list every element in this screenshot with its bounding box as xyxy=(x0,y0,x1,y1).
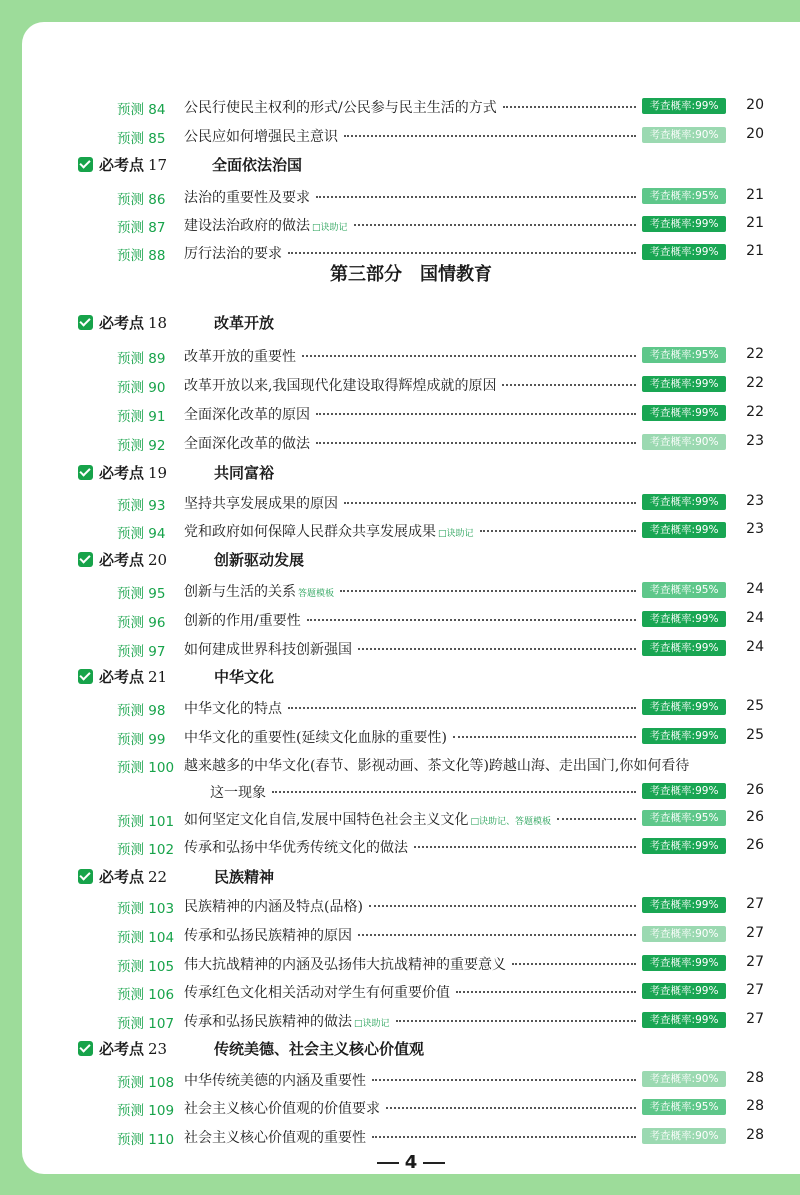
page-ref: 27 xyxy=(746,1011,764,1027)
entry-title-line xyxy=(184,982,640,1002)
toc-entry[interactable] xyxy=(22,210,800,238)
entry-title: 中华传统美德的内涵及重要性 xyxy=(184,1073,366,1089)
toc-entry[interactable] xyxy=(22,92,800,120)
memory-tag: □诀助记 xyxy=(312,223,348,233)
probability-badge: 考查概率:90% xyxy=(642,1071,726,1087)
entry-number: 预测 95 xyxy=(117,586,166,602)
page-ref: 27 xyxy=(746,925,764,941)
section-label-text: 必考点 xyxy=(99,551,145,569)
entry-title: 厉行法治的要求 xyxy=(184,246,282,262)
leader-dots xyxy=(503,105,636,108)
section-title: 中华文化 xyxy=(214,668,275,686)
footer-dash-left xyxy=(377,1162,399,1164)
leader-dots xyxy=(316,195,636,198)
entry-title: 全面深化改革的原因 xyxy=(184,407,310,423)
entry-title-line xyxy=(184,755,752,775)
entry-title: 传承和弘扬民族精神的做法 xyxy=(184,1014,352,1030)
page-ref: 28 xyxy=(746,1070,764,1086)
entry-number: 预测 108 xyxy=(117,1075,175,1091)
section-label xyxy=(99,1038,167,1059)
entry-title-continued: 这一现象 xyxy=(210,785,266,801)
entry-number: 预测 105 xyxy=(117,959,175,975)
entry-title: 改革开放的重要性 xyxy=(184,349,296,365)
leader-dots xyxy=(453,735,636,738)
leader-dots xyxy=(358,933,636,936)
checkbox-icon xyxy=(78,869,93,884)
section-label xyxy=(99,154,167,175)
section-number: 19 xyxy=(148,464,168,482)
entry-number: 预测 107 xyxy=(117,1016,175,1032)
toc-entry[interactable] xyxy=(22,428,800,456)
section-number: 21 xyxy=(148,668,168,686)
entry-number: 预测 98 xyxy=(117,703,166,719)
entry-title-line xyxy=(184,215,640,235)
toc-entry[interactable] xyxy=(22,634,800,662)
probability-badge: 考查概率:95% xyxy=(642,582,726,598)
entry-number: 预测 94 xyxy=(117,526,166,542)
footer-dash-right xyxy=(423,1162,445,1164)
page-ref: 21 xyxy=(746,243,764,259)
probability-badge: 考查概率:99% xyxy=(642,1012,726,1028)
toc-entry[interactable] xyxy=(22,722,800,750)
entry-title-line xyxy=(184,809,640,829)
section-number: 18 xyxy=(148,314,168,332)
leader-dots xyxy=(358,647,636,650)
page-ref: 23 xyxy=(746,493,764,509)
probability-badge: 考查概率:99% xyxy=(642,838,726,854)
probability-badge: 考查概率:99% xyxy=(642,376,726,392)
entry-title: 民族精神的内涵及特点(品格) xyxy=(184,899,363,915)
probability-badge: 考查概率:99% xyxy=(642,640,726,656)
entry-title: 中华文化的特点 xyxy=(184,701,282,717)
section-title: 民族精神 xyxy=(214,868,275,886)
probability-badge: 考查概率:99% xyxy=(642,522,726,538)
checkbox-icon xyxy=(78,465,93,480)
toc-entry[interactable] xyxy=(22,949,800,977)
section-title: 创新驱动发展 xyxy=(214,551,305,569)
probability-badge: 考查概率:99% xyxy=(642,98,726,114)
page-ref: 26 xyxy=(746,809,764,825)
leader-dots xyxy=(372,1078,636,1081)
entry-number: 预测 91 xyxy=(117,409,166,425)
entry-title-line xyxy=(184,375,640,395)
entry-number: 预测 104 xyxy=(117,930,175,946)
entry-title-line xyxy=(184,346,640,366)
section-title: 全面依法治国 xyxy=(212,156,303,174)
toc-entry[interactable] xyxy=(22,693,800,721)
entry-title-line xyxy=(184,433,640,453)
entry-number: 预测 90 xyxy=(117,380,166,396)
toc-entry[interactable] xyxy=(22,750,800,778)
entry-title: 传承和弘扬中华优秀传统文化的做法 xyxy=(184,840,408,856)
section-title: 改革开放 xyxy=(214,314,275,332)
leader-dots xyxy=(288,706,636,709)
section-header xyxy=(22,662,800,692)
checkbox-icon xyxy=(78,669,93,684)
section-header xyxy=(22,308,800,338)
probability-badge: 考查概率:95% xyxy=(642,1099,726,1115)
entry-number: 预测 92 xyxy=(117,438,166,454)
probability-badge: 考查概率:99% xyxy=(642,783,726,799)
page-ref: 26 xyxy=(746,782,764,798)
section-header xyxy=(22,862,800,892)
probability-badge: 考查概率:99% xyxy=(642,983,726,999)
leader-dots xyxy=(288,251,636,254)
leader-dots xyxy=(502,383,636,386)
entry-title: 社会主义核心价值观的价值要求 xyxy=(184,1101,380,1117)
entry-title: 如何坚定文化自信,发展中国特色社会主义文化 xyxy=(184,812,469,828)
leader-dots xyxy=(344,134,636,137)
entry-title-line xyxy=(184,639,640,659)
entry-title: 传承和弘扬民族精神的原因 xyxy=(184,928,352,944)
section-label-text: 必考点 xyxy=(99,868,145,886)
section-title: 传统美德、社会主义核心价值观 xyxy=(214,1040,425,1058)
entry-title-line xyxy=(184,837,640,857)
entry-title: 坚持共享发展成果的原因 xyxy=(184,496,338,512)
entry-number: 预测 110 xyxy=(117,1132,175,1148)
entry-number: 预测 84 xyxy=(117,102,166,118)
entry-number: 预测 88 xyxy=(117,248,166,264)
entry-title-line xyxy=(210,782,640,802)
page-ref: 20 xyxy=(746,97,764,113)
entry-title-line xyxy=(184,97,640,117)
entry-title-line xyxy=(184,187,640,207)
probability-badge: 考查概率:99% xyxy=(642,494,726,510)
page-ref: 27 xyxy=(746,954,764,970)
entry-title-line xyxy=(184,954,640,974)
leader-dots xyxy=(340,589,636,592)
leader-dots xyxy=(302,354,636,357)
toc-page xyxy=(22,22,800,1174)
section-label-text: 必考点 xyxy=(99,156,145,174)
page-footer xyxy=(22,1152,800,1173)
leader-dots xyxy=(369,904,636,907)
toc-entry[interactable] xyxy=(22,488,800,516)
section-number: 22 xyxy=(148,868,168,886)
toc-entry[interactable] xyxy=(22,1093,800,1121)
toc-entry[interactable] xyxy=(22,977,800,1005)
entry-title: 改革开放以来,我国现代化建设取得辉煌成就的原因 xyxy=(184,378,497,394)
leader-dots xyxy=(344,501,636,504)
page-ref: 23 xyxy=(746,433,764,449)
page-ref: 26 xyxy=(746,837,764,853)
entry-number: 预测 109 xyxy=(117,1103,175,1119)
leader-dots xyxy=(557,817,636,820)
toc-entry[interactable] xyxy=(22,605,800,633)
entry-number: 预测 96 xyxy=(117,615,166,631)
entry-number: 预测 93 xyxy=(117,498,166,514)
section-label xyxy=(99,866,167,887)
leader-dots xyxy=(386,1106,636,1109)
leader-dots xyxy=(272,790,636,793)
entry-title: 伟大抗战精神的内涵及弘扬伟大抗战精神的重要意义 xyxy=(184,957,506,973)
entry-title: 党和政府如何保障人民群众共享发展成果 xyxy=(184,524,436,540)
entry-title: 传承红色文化相关活动对学生有何重要价值 xyxy=(184,985,450,1001)
leader-dots xyxy=(316,412,636,415)
toc-entry[interactable] xyxy=(22,804,800,832)
probability-badge: 考查概率:95% xyxy=(642,347,726,363)
toc-entry[interactable] xyxy=(22,1006,800,1034)
leader-dots xyxy=(512,962,636,965)
section-header xyxy=(22,150,800,180)
checkbox-icon xyxy=(78,157,93,172)
page-number: 4 xyxy=(404,1152,418,1173)
leader-dots xyxy=(372,1135,636,1138)
page-ref: 27 xyxy=(746,982,764,998)
entry-number: 预测 89 xyxy=(117,351,166,367)
probability-badge: 考查概率:90% xyxy=(642,1128,726,1144)
toc-entry-continuation[interactable] xyxy=(22,777,800,805)
entry-number: 预测 100 xyxy=(117,760,175,776)
section-header xyxy=(22,1034,800,1064)
page-ref: 25 xyxy=(746,698,764,714)
entry-number: 预测 102 xyxy=(117,842,175,858)
memory-tag: □诀助记 xyxy=(438,529,474,539)
memory-tag: □诀助记 xyxy=(354,1019,390,1029)
toc-entry[interactable] xyxy=(22,1065,800,1093)
page-ref: 25 xyxy=(746,727,764,743)
toc-entry[interactable] xyxy=(22,516,800,544)
entry-title-line xyxy=(184,896,640,916)
section-label-text: 必考点 xyxy=(99,464,145,482)
section-number: 23 xyxy=(148,1040,168,1058)
probability-badge: 考查概率:99% xyxy=(642,244,726,260)
entry-title-line xyxy=(184,1070,640,1090)
section-number: 17 xyxy=(148,156,168,174)
entry-number: 预测 103 xyxy=(117,901,175,917)
entry-title: 创新的作用/重要性 xyxy=(184,613,301,629)
probability-badge: 考查概率:99% xyxy=(642,897,726,913)
entry-number: 预测 101 xyxy=(117,814,175,830)
checkbox-icon xyxy=(78,552,93,567)
page-ref: 24 xyxy=(746,639,764,655)
section-label xyxy=(99,549,167,570)
section-number: 20 xyxy=(148,551,168,569)
probability-badge: 考查概率:99% xyxy=(642,955,726,971)
probability-badge: 考查概率:99% xyxy=(642,699,726,715)
entry-title-line xyxy=(184,404,640,424)
memory-tag: □诀助记、答题模板 xyxy=(470,817,551,827)
page-ref: 22 xyxy=(746,404,764,420)
page-ref: 23 xyxy=(746,521,764,537)
page-ref: 22 xyxy=(746,346,764,362)
toc-entry[interactable] xyxy=(22,182,800,210)
leader-dots xyxy=(456,990,636,993)
toc-entry[interactable] xyxy=(22,920,800,948)
entry-title-line xyxy=(184,1127,640,1147)
probability-badge: 考查概率:99% xyxy=(642,611,726,627)
entry-title: 如何建成世界科技创新强国 xyxy=(184,642,352,658)
probability-badge: 考查概率:90% xyxy=(642,926,726,942)
page-ref: 20 xyxy=(746,126,764,142)
page-ref: 21 xyxy=(746,215,764,231)
probability-badge: 考查概率:90% xyxy=(642,434,726,450)
entry-title: 社会主义核心价值观的重要性 xyxy=(184,1130,366,1146)
entry-title-line xyxy=(184,493,640,513)
entry-title: 中华文化的重要性(延续文化血脉的重要性) xyxy=(184,730,447,746)
entry-title-line xyxy=(184,126,640,146)
entry-title-line xyxy=(184,521,640,541)
section-header xyxy=(22,458,800,488)
page-ref: 28 xyxy=(746,1098,764,1114)
entry-number: 预测 106 xyxy=(117,987,175,1003)
entry-number: 预测 87 xyxy=(117,220,166,236)
entry-title-line xyxy=(184,698,640,718)
page-ref: 24 xyxy=(746,581,764,597)
section-label xyxy=(99,462,167,483)
checkbox-icon xyxy=(78,1041,93,1056)
entry-title: 公民应如何增强民主意识 xyxy=(184,129,338,145)
entry-number: 预测 85 xyxy=(117,131,166,147)
section-label-text: 必考点 xyxy=(99,314,145,332)
probability-badge: 考查概率:99% xyxy=(642,728,726,744)
section-title: 共同富裕 xyxy=(214,464,275,482)
entry-title-line xyxy=(184,727,640,747)
entry-title-line xyxy=(184,1098,640,1118)
entry-number: 预测 86 xyxy=(117,192,166,208)
leader-dots xyxy=(480,529,636,532)
section-label-text: 必考点 xyxy=(99,668,145,686)
entry-title-line xyxy=(184,581,640,601)
section-header xyxy=(22,545,800,575)
entry-number: 预测 97 xyxy=(117,644,166,660)
probability-badge: 考查概率:99% xyxy=(642,405,726,421)
page-ref: 21 xyxy=(746,187,764,203)
entry-title: 全面深化改革的做法 xyxy=(184,436,310,452)
toc-entry[interactable] xyxy=(22,832,800,860)
entry-number: 预测 99 xyxy=(117,732,166,748)
page-ref: 28 xyxy=(746,1127,764,1143)
probability-badge: 考查概率:95% xyxy=(642,810,726,826)
page-ref: 24 xyxy=(746,610,764,626)
section-label-text: 必考点 xyxy=(99,1040,145,1058)
entry-title-line xyxy=(184,1011,640,1031)
section-label xyxy=(99,666,167,687)
leader-dots xyxy=(307,618,636,621)
entry-title: 法治的重要性及要求 xyxy=(184,190,310,206)
page-ref: 22 xyxy=(746,375,764,391)
toc-entry[interactable] xyxy=(22,399,800,427)
section-label xyxy=(99,312,167,333)
leader-dots xyxy=(354,223,636,226)
entry-title: 公民行使民主权利的形式/公民参与民主生活的方式 xyxy=(184,100,497,116)
entry-title-line xyxy=(184,610,640,630)
toc-entry[interactable] xyxy=(22,576,800,604)
leader-dots xyxy=(316,441,636,444)
leader-dots xyxy=(396,1019,636,1022)
leader-dots xyxy=(414,845,636,848)
page-ref: 27 xyxy=(746,896,764,912)
toc-entry[interactable] xyxy=(22,891,800,919)
checkbox-icon xyxy=(78,315,93,330)
entry-title: 创新与生活的关系 xyxy=(184,584,296,600)
toc-entry[interactable] xyxy=(22,341,800,369)
toc-entry[interactable] xyxy=(22,121,800,149)
entry-title: 越来越多的中华文化(春节、影视动画、茶文化等)跨越山海、走出国门,你如何看待 xyxy=(184,758,690,774)
entry-title-line xyxy=(184,925,640,945)
part-heading: 第三部分 国情教育 xyxy=(330,264,492,285)
toc-entry[interactable] xyxy=(22,1122,800,1150)
probability-badge: 考查概率:90% xyxy=(642,127,726,143)
probability-badge: 考查概率:99% xyxy=(642,216,726,232)
probability-badge: 考查概率:95% xyxy=(642,188,726,204)
toc-entry[interactable] xyxy=(22,370,800,398)
memory-tag: 答题模板 xyxy=(298,589,335,599)
entry-title: 建设法治政府的做法 xyxy=(184,218,310,234)
